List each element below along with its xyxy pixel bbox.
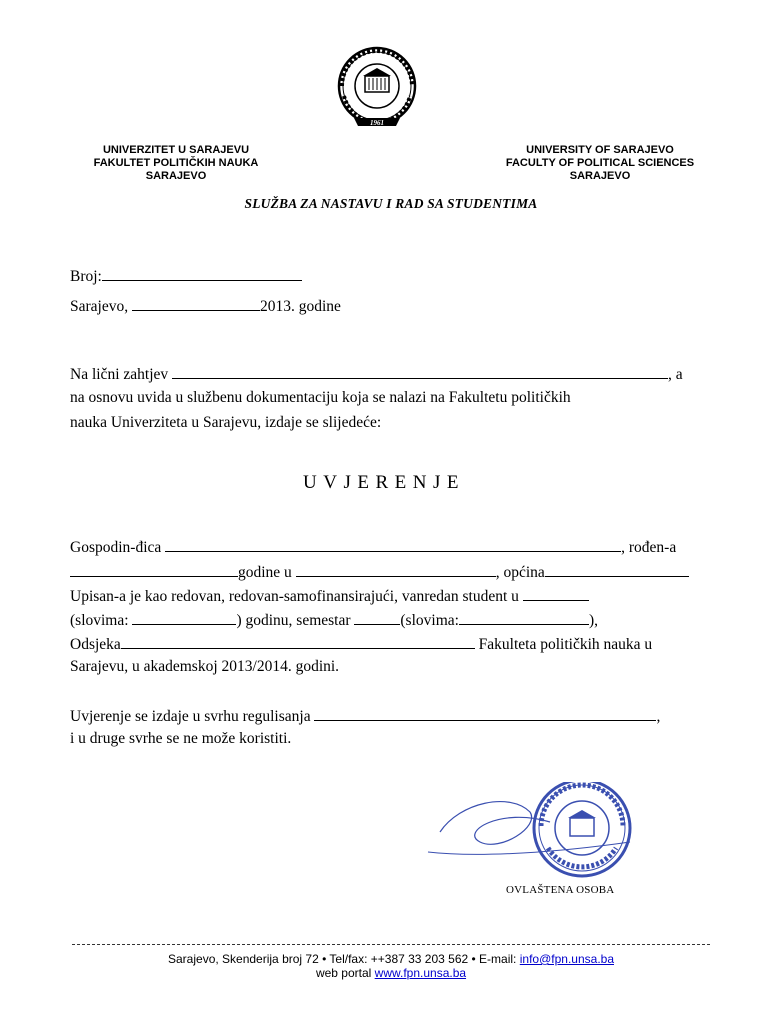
semester-in-words-blank[interactable]	[459, 610, 589, 625]
web-label: web portal	[315, 966, 372, 980]
city-name: SARAJEVO	[145, 170, 207, 182]
gender-label: Gospodin-đica	[70, 539, 162, 556]
words-label-2: (slovima:	[400, 612, 459, 629]
faculty-name: FAKULTET POLITIČKIH NAUKA	[93, 157, 259, 169]
official-stamp-icon	[420, 782, 650, 882]
broj-blank[interactable]	[102, 266, 302, 281]
request-prefix: Na lični zahtjev	[70, 366, 169, 383]
city-prefix: Sarajevo,	[70, 298, 129, 315]
birth-date-blank[interactable]	[70, 562, 238, 577]
document-title: UVJERENJE	[303, 472, 465, 493]
purpose-line-2: i u druge svrhe se ne može koristiti.	[70, 730, 292, 747]
words-label-1: (slovima:	[70, 612, 129, 629]
year-in-words-blank[interactable]	[132, 610, 236, 625]
municipality-blank[interactable]	[545, 562, 689, 577]
date-blank[interactable]	[132, 296, 260, 311]
born-label: , rođen-a	[621, 539, 677, 556]
semester-label: ) godinu, semestar	[236, 612, 351, 629]
email-link[interactable]: info@fpn.unsa.ba	[519, 952, 614, 966]
request-line-1	[70, 364, 683, 384]
purpose-blank[interactable]	[314, 706, 656, 721]
purpose-label: Uvjerenje se izdaje u svrhu regulisanja	[70, 708, 311, 725]
city-name-en: SARAJEVO	[569, 170, 631, 182]
department-label: Odsjeka	[70, 636, 121, 653]
details-line-5	[70, 634, 652, 654]
details-line-3	[70, 586, 589, 606]
details-line-2	[70, 562, 689, 582]
year-of-study-blank[interactable]	[523, 586, 589, 601]
faculty-name-en: FACULTY OF POLITICAL SCIENCES	[505, 157, 695, 169]
header-right	[490, 144, 710, 183]
footer-line-1	[72, 952, 710, 966]
year-in-label: godine u	[238, 564, 292, 581]
close-paren: ),	[588, 612, 598, 629]
footer	[72, 952, 710, 980]
header-left	[84, 144, 268, 183]
purpose-line-1	[70, 706, 660, 726]
logo-year: 1961	[370, 119, 384, 127]
requester-blank[interactable]	[172, 364, 668, 379]
broj-label: Broj:	[70, 268, 102, 285]
footer-address: Sarajevo, Skenderija broj 72 • Tel/fax: ++387 33 203 562 • E-mail:	[168, 952, 517, 966]
purpose-comma: ,	[656, 708, 661, 725]
signature-label: OVLAŠTENA OSOBA	[506, 884, 615, 896]
request-line-2: na osnovu uvida u službenu dokumentaciju koja se nalazi na Fakultetu političkih	[70, 389, 571, 406]
date-line	[70, 296, 341, 316]
department-blank[interactable]	[121, 634, 475, 649]
footer-line-2	[72, 966, 710, 980]
footer-divider	[72, 944, 710, 945]
university-name: UNIVERZITET U SARAJEVU	[102, 144, 250, 156]
details-line-1	[70, 537, 676, 557]
broj-line	[70, 266, 302, 286]
semester-blank[interactable]	[354, 610, 400, 625]
service-title: SLUŽBA ZA NASTAVU I RAD SA STUDENTIMA	[244, 196, 538, 211]
website-link[interactable]: www.fpn.unsa.ba	[374, 966, 467, 980]
faculty-seal-logo	[332, 46, 422, 134]
details-line-6: Sarajevu, u akademskoj 2013/2014. godini.	[70, 658, 340, 675]
birth-place-blank[interactable]	[296, 562, 496, 577]
enrollment-label: Upisan-a je kao redovan, redovan-samofinansirajući, vanredan student u	[70, 588, 519, 605]
details-line-4	[70, 610, 598, 630]
faculty-label: Fakulteta političkih nauka u	[478, 636, 653, 653]
request-suffix: , a	[668, 366, 683, 383]
name-blank[interactable]	[165, 537, 621, 552]
request-line-3: nauka Univerziteta u Sarajevu, izdaje se slijedeće:	[70, 414, 382, 431]
year-suffix: 2013. godine	[259, 298, 341, 315]
university-name-en: UNIVERSITY OF SARAJEVO	[526, 144, 674, 156]
municipality-label: , općina	[495, 564, 545, 581]
